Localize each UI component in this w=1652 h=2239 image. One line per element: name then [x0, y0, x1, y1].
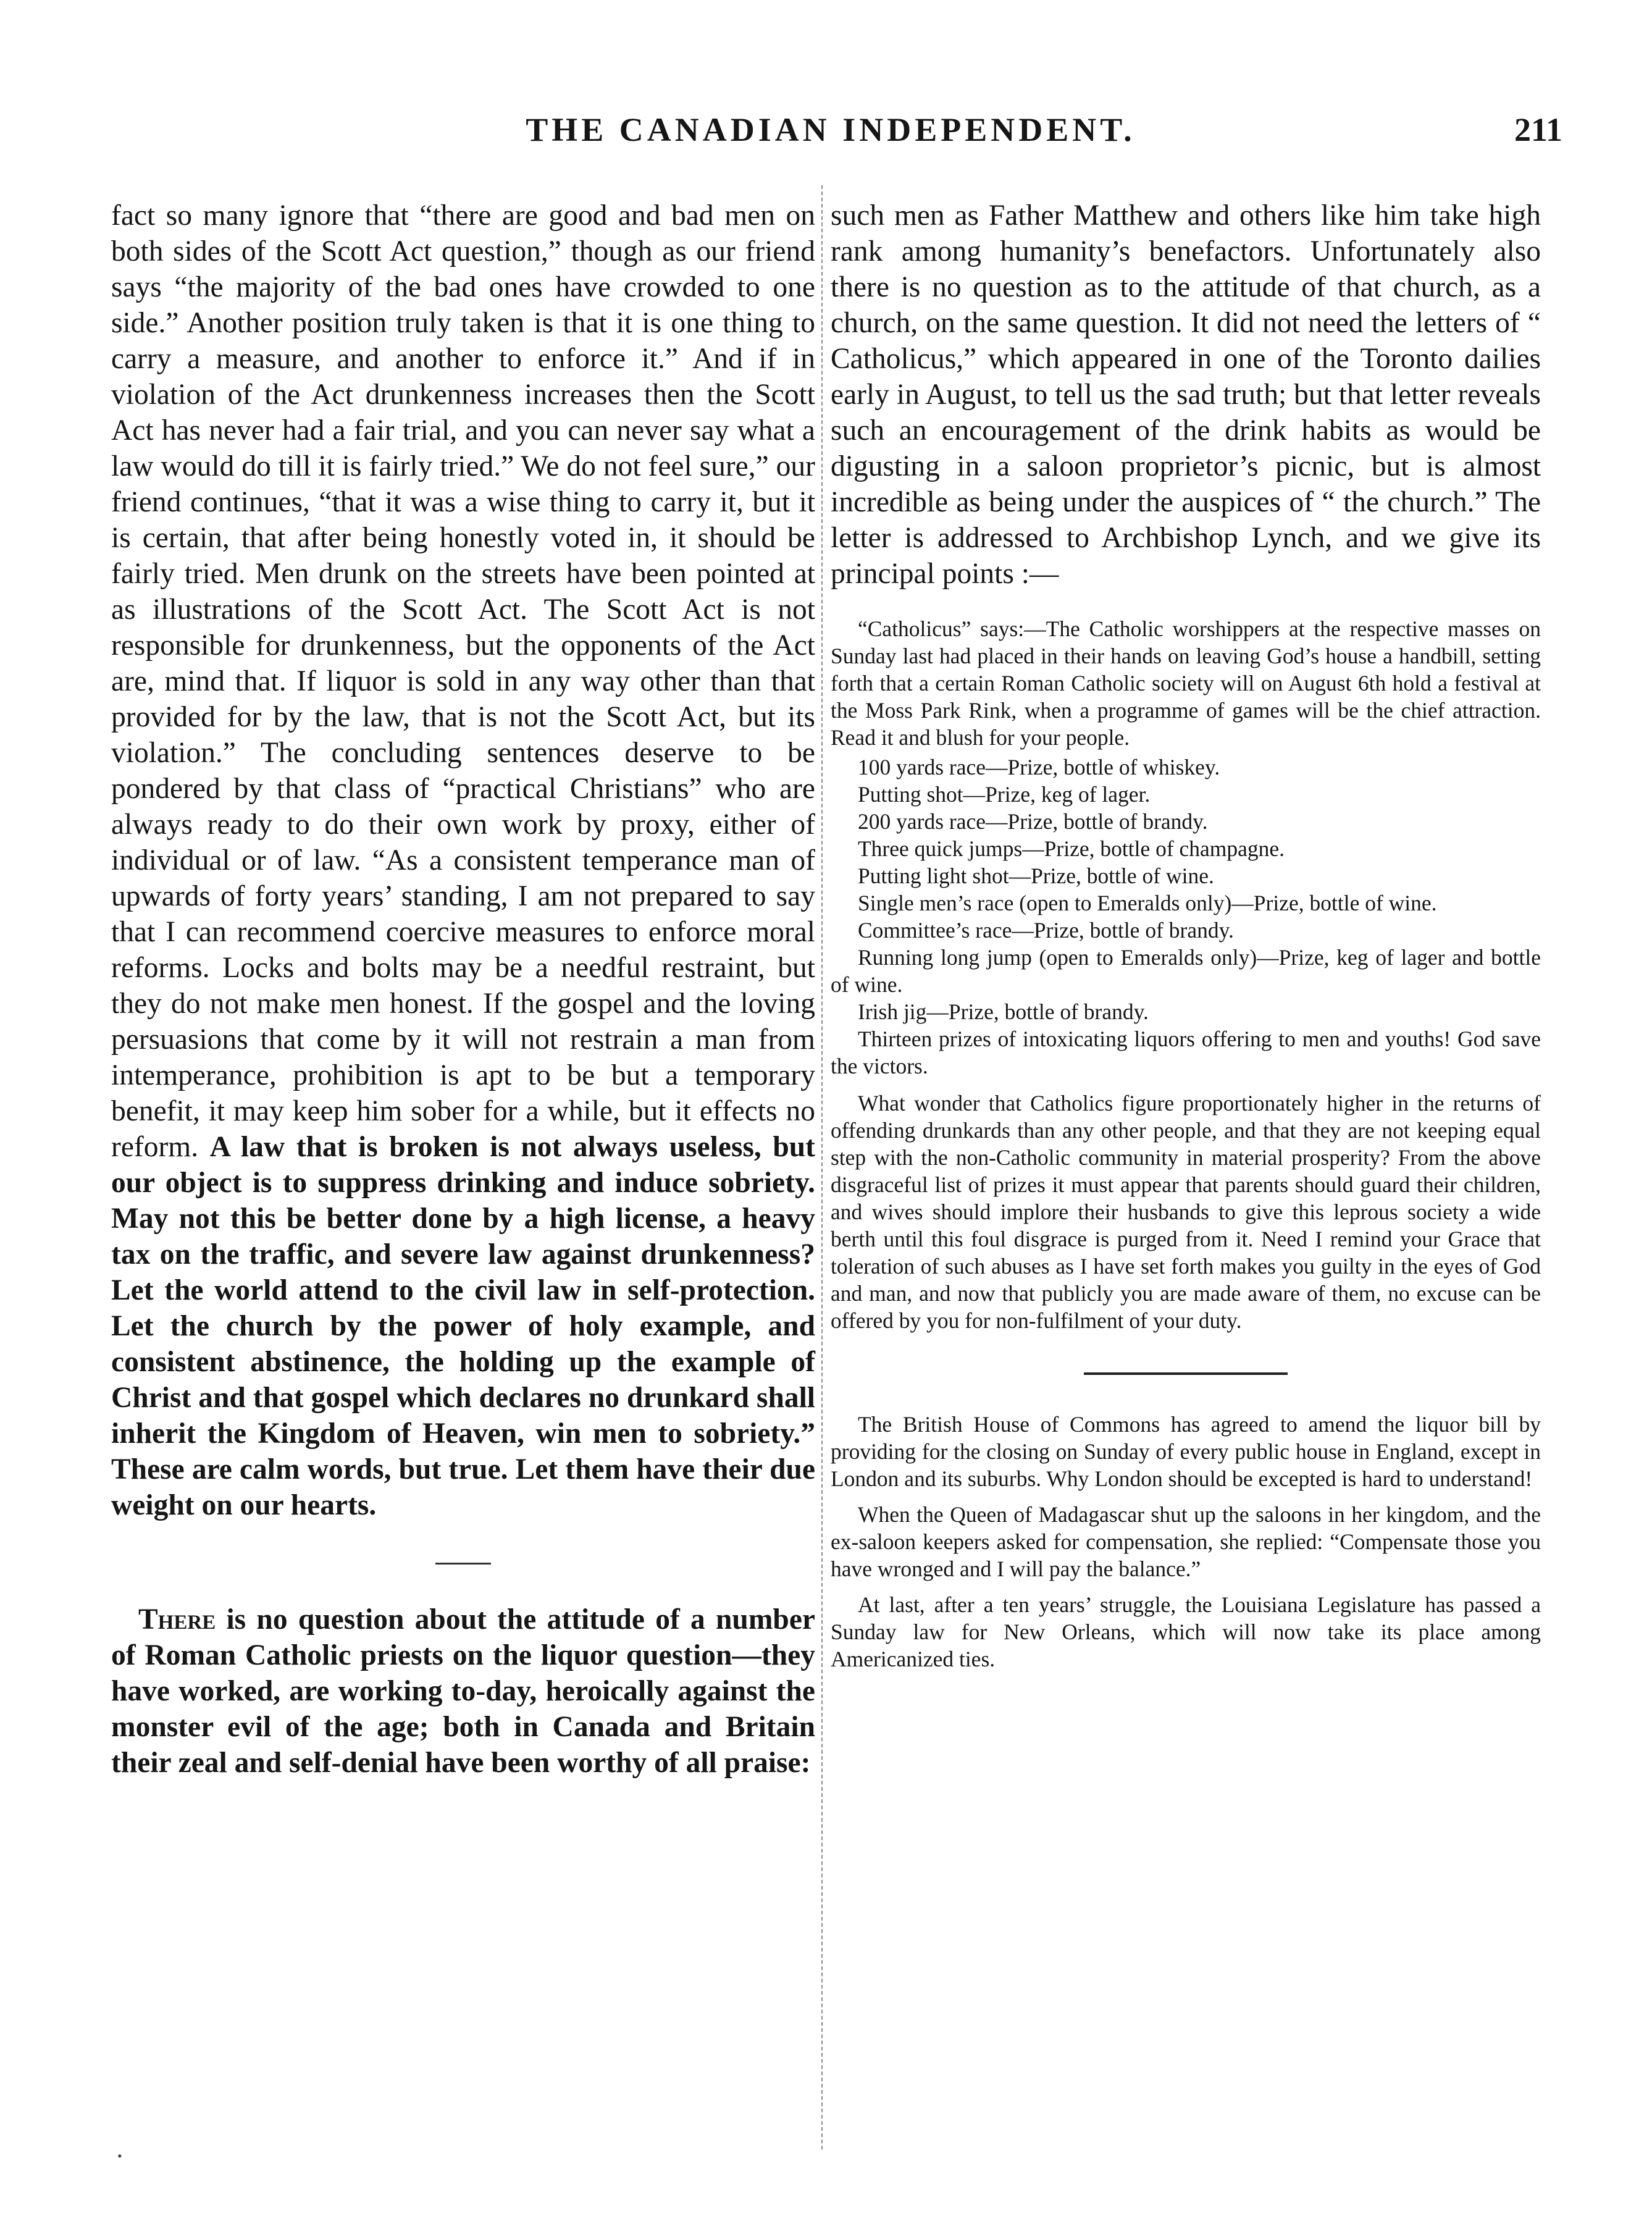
article-lead-word: There [138, 1603, 216, 1636]
continued-paragraph [111, 198, 815, 1523]
quote-close: What wonder that Catholics figure proportionately higher in the returns of offending drunkards than any other people, and that they are not keeping equal step with the non-Catholic community in material prosperity? From the above disgraceful list of prizes it must appear that parents should guard their children, and wives should implore their husbands to give this leprous society a wide berth until this foul disgrace is purged from it. Need I remind your Grace that toleration of such abuses as I have set forth makes you guilty in the eyes of God and man, and now that publicly you are made aware of them, no excuse can be offered by you for non-fulfilment of your duty. [831, 1091, 1541, 1333]
news-item: The British House of Commons has agreed to amend the liquor bill by providing for the closing on Sunday of every public house in England, except in London and its suburbs. Why London should be excepted is hard to understand! [831, 1412, 1541, 1491]
prize-item: 200 yards race—Prize, bottle of brandy. [858, 809, 1208, 834]
news-item: At last, after a ten years’ struggle, the Louisiana Legislature has passed a Sunday law for New Orleans, which will now take its place among Americanized ties. [831, 1592, 1541, 1671]
quote-intro: “Catholicus” says:—The Catholic worshippers at the respective masses on Sunday last had placed in their hands on leaving God’s house a handbill, setting forth that a certain Roman Catholic society will on August 6th hold a festival at the Moss Park Rink, when a programme of games will be the chief attraction. Read it and blush for your people. [831, 616, 1541, 750]
prize-item: Irish jig—Prize, bottle of brandy. [858, 999, 1149, 1024]
news-item: When the Queen of Madagascar shut up the saloons in her kingdom, and the ex-saloon keepers asked for compensation, she replied: “Compensate those you have wronged and I will pay the balance.” [831, 1502, 1541, 1581]
article-text: is no question about the attitude of a number of Roman Catholic priests on the liquor question—they have worked, are working to-day, heroically against the monster evil of the age; both in Canada and Britain their zeal and self-denial have been worthy of all praise: [111, 1603, 815, 1779]
running-title: THE CANADIAN INDEPENDENT. [526, 111, 1136, 148]
section-divider [1084, 1372, 1288, 1375]
prize-item: Thirteen prizes of intoxicating liquors offering to men and youths! God save the victors. [831, 1027, 1541, 1078]
article-continuation: such men as Father Matthew and others like him take high rank among humanity’s benefactors. Unfortunately also there is no question as to the attitude of that church, as a church, on the same question. It did not need the letters of “ Catholicus,” which appeared in one of the Toronto dailies early in August, to tell us the sad truth; but that letter reveals such an encouragement of the drink habits as would be digusting in a saloon proprietor’s picnic, but is almost incredible as being under the auspices of “ the church.” The letter is addressed to Archbishop Lynch, and we give its principal points :— [831, 200, 1541, 590]
prize-item: Committee’s race—Prize, bottle of brandy. [858, 918, 1234, 943]
article-paragraph [111, 1602, 815, 1781]
continued-text-bold: A law that is broken is not always useless, but our object is to suppress drinking and induce sobriety. May not this be better done by a high license, a heavy tax on the traffic, and severe law against drunkenness? Let the world attend to the civil law in self-protection. Let the church by the power of holy example, and consistent abstinence, the holding up the example of Christ and that gospel which declares no drunkard shall inherit the Kingdom of Heaven, win men to sobriety.” These are calm words, but true. Let them have their due weight on our hearts. [111, 1131, 815, 1521]
prize-item: Three quick jumps—Prize, bottle of champagne. [858, 836, 1285, 861]
prize-item: Putting light shot—Prize, bottle of wine. [858, 863, 1214, 888]
page-number: 211 [1514, 111, 1562, 148]
prize-item: Putting shot—Prize, keg of lager. [858, 782, 1151, 807]
prize-list [831, 754, 1541, 1080]
right-column [831, 198, 1541, 1673]
continued-text: fact so many ignore that “there are good and bad men on both sides of the Scott Act question,” though as our friend says “the majority of the bad ones have crowded to one side.” Another position truly taken is that it is one thing to carry a measure, and another to enforce it.” And if in violation of the Act drunkenness increases then the Scott Act has never had a fair trial, and you can never say what a law would do till it is fairly tried.” We do not feel sure,” our friend continues, “that it was a wise thing to carry it, but it is certain, that after being honestly voted in, it should be fairly tried. Men drunk on the streets have been pointed at as illustrations of the Scott Act. The Scott Act is not responsible for drunkenness, but the opponents of the Act are, mind that. If liquor is sold in any way other than that provided for by the law, that is not the Scott Act, but its violation.” The concluding sentences deserve to be pondered by that class of “practical Christians” who are always ready to do their own work by proxy, either of individual or of law. “As a consistent temperance man of upwards of forty years’ standing, I am not prepared to say that I can recommend coercive measures to enforce moral reforms. Locks and bolts may be a needful restraint, but they do not make men honest. If the gospel and the loving persuasions that come by it will not restrain a man from intemperance, prohibition is apt to be but a temporary benefit, it may keep him sober for a while, but it effects no reform. [111, 200, 815, 1163]
prize-item: Running long jump (open to Emeralds only)—Prize, keg of lager and bottle of wine. [831, 945, 1541, 997]
margin-mark: • [117, 2148, 122, 2164]
left-column [111, 198, 815, 1781]
short-divider [435, 1563, 491, 1565]
prize-item: Single men’s race (open to Emeralds only)—Prize, bottle of wine. [858, 891, 1437, 915]
column-divider [821, 185, 823, 2149]
page-header [99, 110, 1562, 159]
prize-item: 100 yards race—Prize, bottle of whiskey. [858, 755, 1220, 779]
letter-quote [831, 615, 1541, 1334]
